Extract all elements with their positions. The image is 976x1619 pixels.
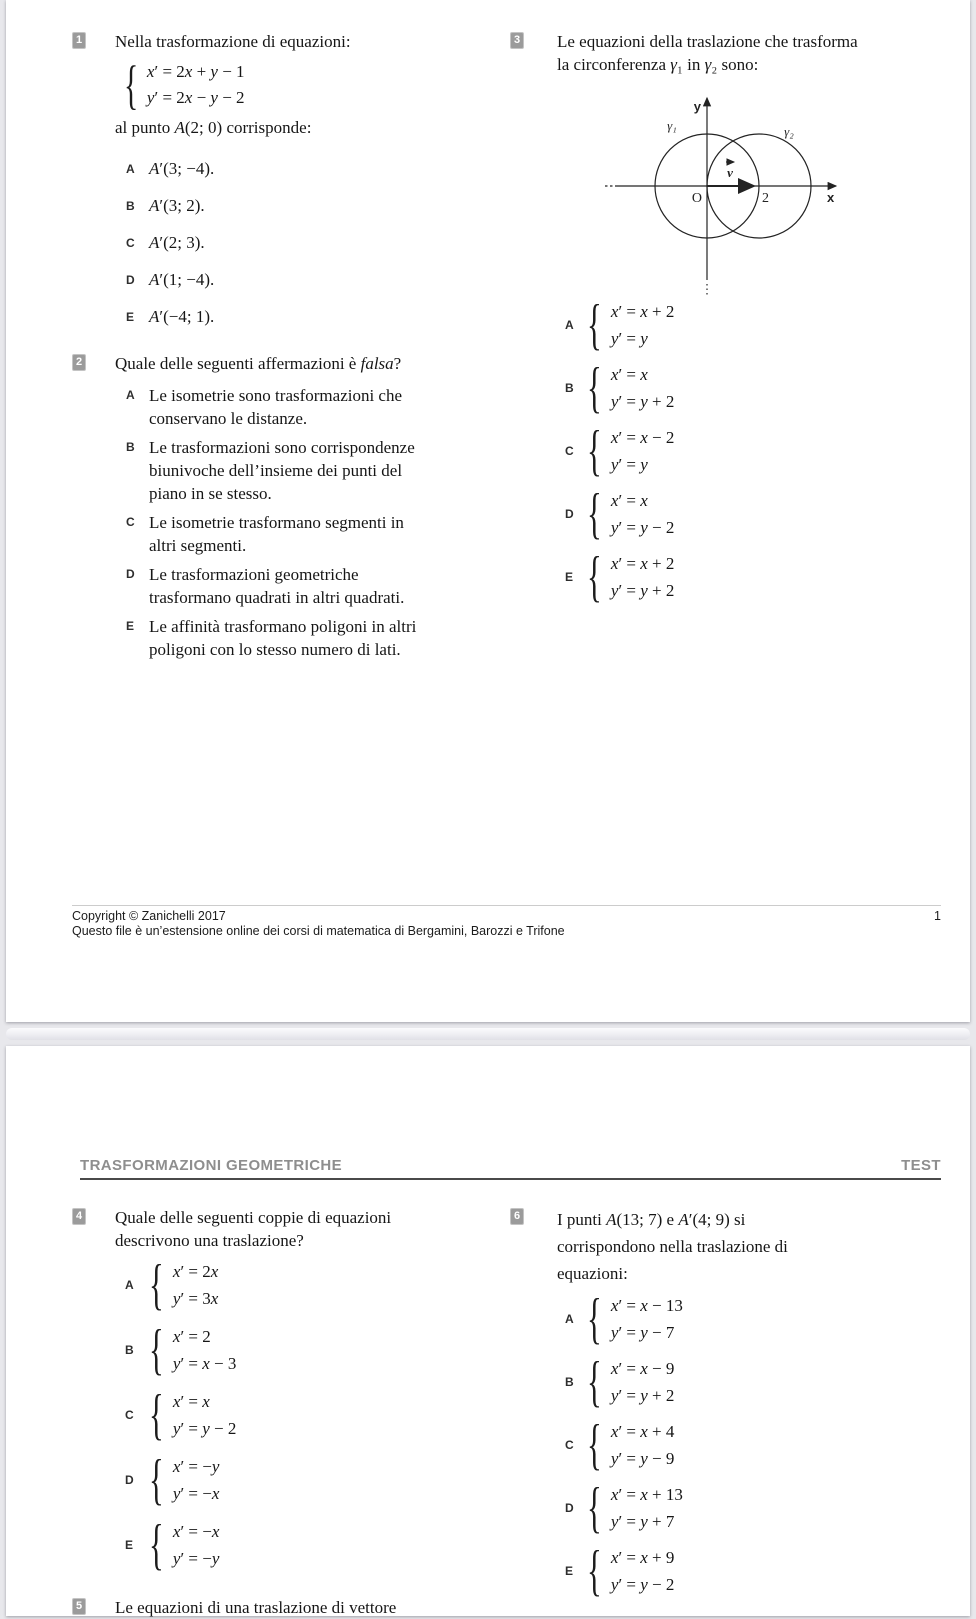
option-letter: D [126, 567, 135, 581]
system-brace [587, 424, 602, 478]
question-text: Quale delle seguenti affermazioni è falsa? [115, 354, 402, 373]
header-rule [80, 1178, 941, 1180]
equation-line: x′ = x [610, 491, 648, 510]
option-letter: D [565, 1501, 574, 1515]
equation-line: y′ = y − 2 [610, 518, 675, 537]
equation-line: x′ = x − 13 [610, 1296, 683, 1315]
option-value: A′(−4; 1). [149, 307, 215, 326]
question-text: Quale delle seguenti coppie di equazioni [115, 1208, 392, 1227]
option-text: Le trasformazioni sono corrispondenze biunivoche dell’insieme dei punti del piano in se stesso. [149, 438, 415, 503]
equation-line: x′ = x + 13 [610, 1485, 683, 1504]
option-value: A′(3; 2). [149, 196, 205, 215]
question-1 [72, 30, 502, 343]
question-6 [510, 1206, 940, 1607]
option-row [565, 1418, 940, 1472]
equation-system [173, 1453, 220, 1507]
footer-divider [72, 905, 941, 906]
option-letter: A [125, 1278, 134, 1292]
option-letter: B [125, 1343, 134, 1357]
translation-circles-figure [595, 88, 865, 298]
option-letter: C [126, 236, 135, 250]
gamma1-label: γ₁ [667, 118, 677, 133]
equation-system [611, 424, 675, 478]
equation-line: y′ = 3x [172, 1289, 219, 1308]
question-2 [72, 352, 502, 667]
equation-line: x′ = 2 [172, 1327, 211, 1346]
equation-system [124, 59, 502, 111]
system-brace [587, 550, 602, 604]
equation-system [611, 1544, 675, 1598]
option-row [125, 1453, 502, 1507]
equation-line: y′ = y + 7 [610, 1512, 675, 1531]
question-number-badge: 5 [72, 1598, 86, 1615]
option-letter: C [565, 444, 574, 458]
option-letter: E [126, 310, 135, 324]
equation-line: y′ = x − 3 [172, 1354, 237, 1373]
equation-line: x′ = 2x [172, 1262, 219, 1281]
option-value: A′(3; −4). [149, 159, 215, 178]
question-3 [510, 30, 940, 76]
page-1 [6, 0, 970, 1022]
question-number-badge: 2 [72, 354, 86, 371]
equation-line: x′ = x − 2 [610, 428, 675, 447]
option-row [126, 232, 502, 253]
footer-copyright: Copyright © Zanichelli 2017 [72, 909, 226, 923]
equation-line: y′ = y + 2 [610, 581, 675, 600]
equation-line: y′ = y − 9 [610, 1449, 675, 1468]
option-letter: D [126, 273, 135, 287]
question-text: la circonferenza γ₁ in γ₂ sono: [557, 55, 759, 74]
equation-system [611, 1355, 675, 1409]
question-number-badge: 4 [72, 1208, 86, 1225]
option-letter: A [126, 388, 135, 402]
equation-line: x′ = x + 2 [610, 554, 675, 573]
option-row [565, 1481, 940, 1535]
system-brace [587, 1292, 602, 1346]
options-list [115, 384, 502, 661]
option-row [125, 1518, 502, 1572]
option-row [565, 298, 674, 352]
options-list [115, 158, 502, 327]
system-brace [587, 1544, 602, 1598]
x-axis-label: x [827, 190, 835, 205]
system-brace [587, 1418, 602, 1472]
option-row [565, 1292, 940, 1346]
system-brace [149, 1388, 164, 1442]
equation-line: x′ = x [610, 365, 648, 384]
equation-system [173, 1518, 220, 1572]
question-text: I punti A(13; 7) e A′(4; 9) si [557, 1210, 746, 1229]
origin-label: O [691, 191, 702, 206]
equation-line: y′ = y [610, 455, 648, 474]
equation-system [611, 298, 675, 352]
option-row [126, 436, 502, 505]
option-letter: B [126, 440, 135, 454]
system-brace [587, 1355, 602, 1409]
footer-note: Questo file è un’estensione online dei corsi di matematica di Bergamini, Barozzi e Trifone [72, 924, 565, 938]
option-letter: A [565, 318, 574, 332]
system-brace [587, 1481, 602, 1535]
question-text: equazioni: [557, 1264, 628, 1283]
equation-line: x′ = x [172, 1392, 210, 1411]
option-row [126, 511, 502, 557]
option-row [565, 550, 674, 604]
option-text: Le affinità trasformano poligoni in altri poligoni con lo stesso numero di lati. [149, 617, 417, 659]
page-2 [6, 1046, 970, 1616]
system-brace [587, 361, 602, 415]
question-text: Le equazioni di una traslazione di vettore [115, 1598, 397, 1617]
option-row [125, 1258, 502, 1312]
equation-line: y′ = 2x − y − 2 [146, 88, 245, 107]
system-brace [149, 1518, 164, 1572]
option-letter: A [126, 162, 135, 176]
chapter-title: TRASFORMAZIONI GEOMETRICHE [80, 1157, 343, 1174]
equation-line: y′ = −x [172, 1484, 220, 1503]
options-list [565, 298, 674, 613]
equation-system [611, 1292, 683, 1346]
option-text: Le trasformazioni geometriche trasformano quadrati in altri quadrati. [149, 565, 405, 607]
option-letter: B [565, 1375, 574, 1389]
system-brace [124, 59, 138, 111]
footer-page-number: 1 [934, 909, 941, 923]
y-axis-label: y [693, 99, 701, 114]
option-row [125, 1388, 502, 1442]
system-brace [149, 1323, 164, 1377]
system-brace [149, 1258, 164, 1312]
equation-system [611, 1418, 675, 1472]
equation-line: y′ = y − 7 [610, 1323, 675, 1342]
equation-line: y′ = −y [172, 1549, 220, 1568]
equation-line: x′ = 2x + y − 1 [146, 62, 245, 81]
equation-line: x′ = x + 4 [610, 1422, 675, 1441]
option-letter: C [125, 1408, 134, 1422]
x2-tick-label: 2 [762, 191, 769, 206]
option-row [126, 195, 502, 216]
question-number-badge: 3 [510, 32, 524, 49]
section-label: TEST [901, 1157, 941, 1174]
option-row [565, 1355, 940, 1409]
system-brace [149, 1453, 164, 1507]
option-row [565, 361, 674, 415]
option-letter: E [125, 1538, 134, 1552]
equation-line: x′ = x + 2 [610, 302, 675, 321]
system-brace [587, 298, 602, 352]
option-value: A′(2; 3). [149, 233, 205, 252]
option-text: Le isometrie trasformano segmenti in altri segmenti. [149, 513, 404, 555]
option-row [565, 1544, 940, 1598]
option-text: Le isometrie sono trasformazioni che conservano le distanze. [149, 386, 403, 428]
option-row [565, 424, 674, 478]
equation-system [611, 487, 675, 541]
equation-line: x′ = x − 9 [610, 1359, 675, 1378]
option-row [565, 487, 674, 541]
options-list [125, 1258, 502, 1572]
question-text: Le equazioni della traslazione che trasforma [557, 32, 858, 51]
equation-system [173, 1388, 237, 1442]
equation-system [611, 550, 675, 604]
equation-line: x′ = −y [172, 1457, 220, 1476]
option-letter: C [565, 1438, 574, 1452]
option-value: A′(1; −4). [149, 270, 215, 289]
options-list [565, 1292, 940, 1598]
page-gap [6, 1028, 970, 1040]
equation-line: y′ = y − 2 [610, 1575, 675, 1594]
option-row [126, 615, 502, 661]
question-4 [72, 1206, 502, 1583]
equation-line: y′ = y + 2 [610, 392, 675, 411]
equation-system [611, 1481, 683, 1535]
option-letter: E [565, 570, 574, 584]
option-letter: C [126, 515, 135, 529]
question-text: corrispondono nella traslazione di [557, 1237, 788, 1256]
option-letter: E [565, 1564, 574, 1578]
equation-line: y′ = y + 2 [610, 1386, 675, 1405]
option-letter: A [565, 1312, 574, 1326]
question-number-badge: 6 [510, 1208, 524, 1225]
equation-line: x′ = −x [172, 1522, 220, 1541]
option-row [126, 384, 502, 430]
option-letter: B [565, 381, 574, 395]
question-text: al punto A(2; 0) corrisponde: [115, 118, 312, 137]
gamma2-label: γ₂ [784, 124, 794, 139]
option-letter: B [126, 199, 135, 213]
system-brace [587, 487, 602, 541]
equation-line: y′ = y [610, 329, 648, 348]
option-row [126, 563, 502, 609]
equation-system [173, 1258, 218, 1312]
question-text: Nella trasformazione di equazioni: [115, 32, 351, 51]
equation-line: y′ = y − 2 [172, 1419, 237, 1438]
question-text: descrivono una traslazione? [115, 1231, 304, 1250]
option-letter: E [126, 619, 135, 633]
equation-system [611, 361, 675, 415]
option-letter: D [565, 507, 574, 521]
option-row [125, 1323, 502, 1377]
option-row [126, 269, 502, 290]
equation-system [173, 1323, 237, 1377]
option-row [126, 306, 502, 327]
vector-label: v [727, 165, 733, 180]
option-letter: D [125, 1473, 134, 1487]
question-number-badge: 1 [72, 32, 86, 49]
option-row [126, 158, 502, 179]
equation-line: x′ = x + 9 [610, 1548, 675, 1567]
